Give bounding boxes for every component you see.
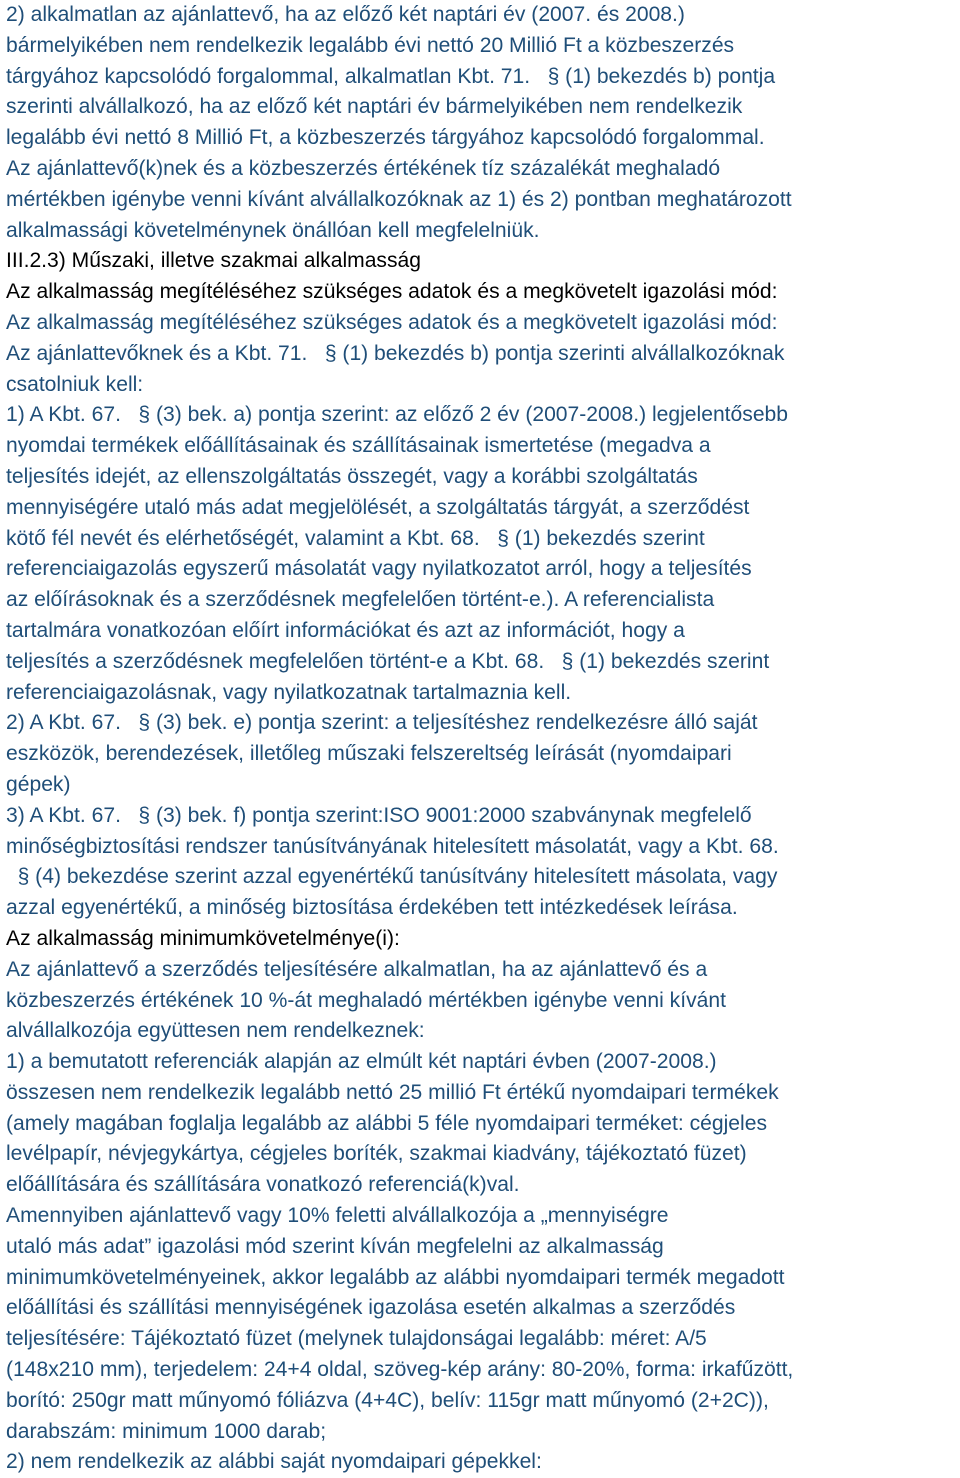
section-sign-ref: § (1) bekezdés b) pontja szerinti alvállalkozóknak — [324, 341, 785, 365]
text-line: 1) A Kbt. 67. § (3) bek. a) pontja szerint: az előző 2 év (2007-2008.) legjelentősebb — [6, 403, 789, 427]
text-line: előállítási és szállítási mennyiségének igazolása esetén alkalmas a szerződés — [6, 1296, 736, 1320]
text-line: minőségbiztosítási rendszer tanúsítványának hitelesített másolatát, vagy a Kbt. 68. — [6, 834, 779, 858]
text-line: darabszám: minimum 1000 darab; — [6, 1419, 327, 1443]
text-line: 2) alkalmatlan az ajánlattevő, ha az előző két naptári év (2007. és 2008.) — [6, 3, 685, 26]
text-line: Az alkalmasság megítéléséhez szükséges adatok és a megkövetelt igazolási mód: — [6, 310, 778, 334]
text-line: 2) A Kbt. 67. § (3) bek. e) pontja szerint: a teljesítéshez rendelkezésre álló saját — [6, 711, 758, 735]
section-sign-ref: § (1) bekezdés szerint — [561, 649, 770, 673]
text-line: közbeszerzés értékének 10 %-át meghaladó mértékben igénybe venni kívánt — [6, 988, 726, 1012]
text-line: Amennyiben ajánlattevő vagy 10% feletti alvállalkozója a „mennyiségre — [6, 1204, 669, 1228]
section-sign-ref: § (4) bekezdése szerint azzal egyenértékű tanúsítvány hitelesített másolata, vagy — [17, 865, 778, 889]
text-line: (148x210 mm), terjedelem: 24+4 oldal, szöveg-kép arány: 80-20%, forma: irkafűzött, — [6, 1358, 794, 1382]
text-line: alkalmassági követelménynek önállóan kell megfelelniük. — [6, 218, 540, 242]
text-line: bármelyikében nem rendelkezik legalább évi nettó 20 Millió Ft a közbeszerzés — [6, 33, 735, 57]
text-line — [6, 862, 960, 893]
text-line: referenciaigazolás egyszerű másolatát vagy nyilatkozatot arról, hogy a teljesítés — [6, 557, 752, 581]
text-line: referenciaigazolásnak, vagy nyilatkozatnak tartalmaznia kell. — [6, 680, 572, 704]
text-line: kötő fél nevét és elérhetőségét, valamint a Kbt. 68. § (1) bekezdés szerint — [6, 526, 705, 550]
text-line: Az ajánlattevő a szerződés teljesítésére alkalmatlan, ha az ajánlattevő és a — [6, 957, 708, 981]
section-sign-ref: § (1) bekezdés b) pontja — [547, 64, 776, 88]
text-line: teljesítésére: Tájékoztató füzet (melynek tulajdonságai legalább: méret: A/5 — [6, 1327, 707, 1351]
text-line: teljesítés a szerződésnek megfelelően történt-e a Kbt. 68. § (1) bekezdés szerint — [6, 649, 770, 673]
section-heading: III.2.3) Műszaki, illetve szakmai alkalmasság — [6, 249, 421, 273]
text-line: Az ajánlattevőknek és a Kbt. 71. § (1) bekezdés b) pontja szerinti alvállalkozóknak — [6, 341, 785, 365]
text-line: mennyiségére utaló más adat megjelölését, a szolgáltatás tárgyát, a szerződést — [6, 495, 750, 519]
section-sign-ref: § (3) bek. e) pontja szerint: a teljesítéshez rendelkezésre álló saját — [138, 711, 758, 735]
text-line: (amely magában foglalja legalább az alábbi 5 féle nyomdaipari terméket: cégjeles — [6, 1111, 767, 1135]
text-line: előállítására és szállítására vonatkozó referenciá(k)val. — [6, 1173, 520, 1197]
text-line: Az ajánlattevő(k)nek és a közbeszerzés értékének tíz százalékát meghaladó — [6, 156, 721, 180]
text-line: az előírásoknak és a szerződésnek megfelelően történt-e.). A referencialista — [6, 588, 715, 612]
text-line: minimumkövetelményeinek, akkor legalább az alábbi nyomdaipari termék megadott — [6, 1265, 785, 1289]
text-line: legalább évi nettó 8 Millió Ft, a közbeszerzés tárgyához kapcsolódó forgalommal. — [6, 126, 765, 150]
section-sign-ref: § (3) bek. a) pontja szerint: az előző 2 év (2007-2008.) legjelentősebb — [138, 403, 789, 427]
text-line: azzal egyenértékű, a minőség biztosítása érdekében tett intézkedések leírása. — [6, 896, 738, 920]
subheading: Az alkalmasság megítéléséhez szükséges adatok és a megkövetelt igazolási mód: — [6, 280, 778, 304]
text-line: eszközök, berendezések, illetőleg műszaki felszereltség leírását (nyomdaipari — [6, 742, 732, 766]
document-page — [6, 0, 960, 1478]
text-line: 1) a bemutatott referenciák alapján az elmúlt két naptári évben (2007-2008.) — [6, 1050, 717, 1074]
subheading: Az alkalmasság minimumkövetelménye(i): — [6, 926, 400, 950]
text-line: teljesítés idejét, az ellenszolgáltatás összegét, vagy a korábbi szolgáltatás — [6, 464, 698, 488]
text-line: szerinti alvállalkozó, ha az előző két naptári év bármelyikében nem rendelkezik — [6, 95, 743, 119]
text-line: mértékben igénybe venni kívánt alvállalkozóknak az 1) és 2) pontban meghatározott — [6, 187, 792, 211]
text-line: borító: 250gr matt műnyomó fóliázva (4+4C), belív: 115gr matt műnyomó (2+2C)), — [6, 1388, 769, 1412]
text-line: alvállalkozója együttesen nem rendelkeznek: — [6, 1019, 425, 1043]
text-line: levélpapír, névjegykártya, cégjeles boríték, szakmai kiadvány, tájékoztató füzet) — [6, 1142, 747, 1166]
text-line: csatolniuk kell: — [6, 372, 144, 396]
text-line: gépek) — [6, 772, 71, 796]
text-line: nyomdai termékek előállításainak és szállításainak ismertetése (megadva a — [6, 434, 711, 458]
text-line: összesen nem rendelkezik legalább nettó 25 millió Ft értékű nyomdaipari termékek — [6, 1080, 779, 1104]
text-line: tartalmára vonatkozóan előírt információkat és azt az információt, hogy a — [6, 618, 685, 642]
text-line: utaló más adat” igazolási mód szerint kíván megfelelni az alkalmasság — [6, 1234, 664, 1258]
text-line: 2) nem rendelkezik az alábbi saját nyomdaipari gépekkel: — [6, 1450, 542, 1474]
text-line: tárgyához kapcsolódó forgalommal, alkalmatlan Kbt. 71. § (1) bekezdés b) pontja — [6, 64, 776, 88]
text-line: 3) A Kbt. 67. § (3) bek. f) pontja szerint:ISO 9001:2000 szabványnak megfelelő — [6, 803, 752, 827]
section-sign-ref: § (3) bek. f) pontja szerint:ISO 9001:2000 szabványnak megfelelő — [138, 803, 752, 827]
section-sign-ref: § (1) bekezdés szerint — [497, 526, 705, 550]
